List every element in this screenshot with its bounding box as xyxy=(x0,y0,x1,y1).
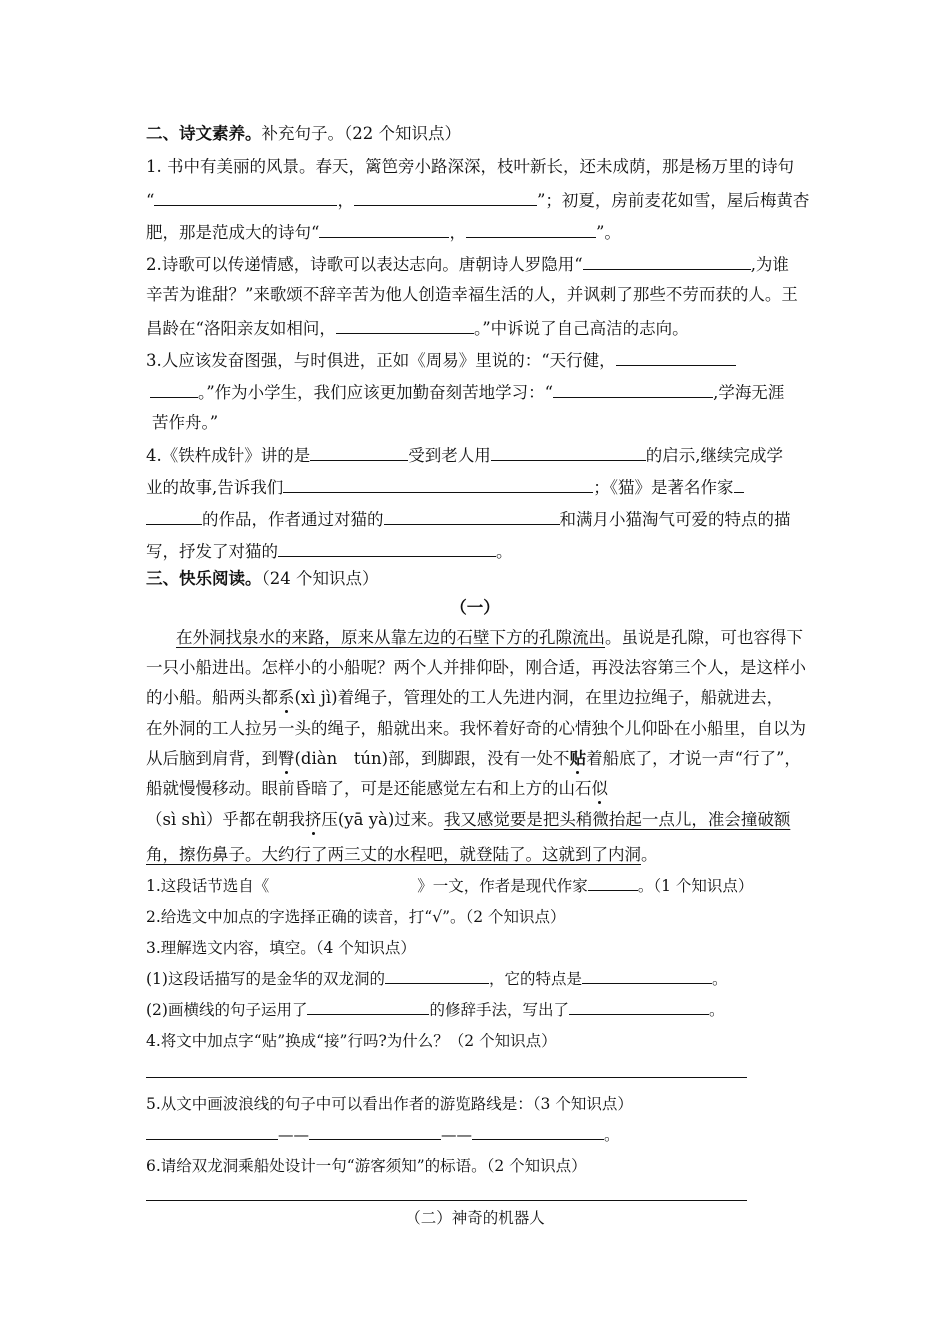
part-1-title: （一） xyxy=(450,598,500,617)
q4-line-2: 业的故事,告诉我们 ；《猫》是著名作家 xyxy=(146,474,744,500)
q3-line-1: 3.人应该发奋图强，与时俱进，正如《周易》里说的：“天行健， xyxy=(146,347,736,373)
dotted-char-si: 似 xyxy=(591,779,608,798)
reading-q3: 3.理解选文内容，填空。（4 个知识点） xyxy=(146,939,416,957)
q2-line-3: 昌龄在“洛阳亲友如相问， 。”中诉说了自己高洁的志向。 xyxy=(146,315,689,341)
q1-line-3: 肥，那是范成大的诗句“ ， ”。 xyxy=(146,219,621,245)
q2-line-2: 辛苦为谁甜？”来歌颂不辞辛苦为他人创造幸福生活的人，并讽刺了那些不劳而获的人。王 xyxy=(146,285,798,304)
q4-blank-5[interactable] xyxy=(384,506,560,525)
q3-blank-1[interactable] xyxy=(616,347,736,366)
q4-blank-3[interactable] xyxy=(283,474,593,493)
reading-q3-2-blank-2[interactable] xyxy=(569,998,709,1015)
passage-line-4: 在外洞的工人拉另一头的绳子，船就出来。我怀着好奇的心情独个儿仰卧在小船里，自以为 xyxy=(146,719,806,738)
dotted-char-ji: 挤 xyxy=(304,810,322,829)
reading-q3-2-blank-1[interactable] xyxy=(307,998,429,1015)
q1-blank-3[interactable] xyxy=(319,219,449,238)
reading-q2: 2.给选文中加点的字选择正确的读音，打“√”。（2 个知识点） xyxy=(146,908,566,926)
reading-q3-2: (2)画横线的句子运用了 的修辞手法，写出了 。 xyxy=(146,998,725,1022)
passage-underlined-1: 在外洞找泉水的来路，原来从靠左边的石壁下方的孔隙流出 xyxy=(176,628,605,647)
route-blank-3[interactable] xyxy=(472,1123,604,1140)
q3-blank-2[interactable] xyxy=(553,379,713,398)
q4-blank-4-cont[interactable] xyxy=(146,506,202,525)
passage-line-8: 角，擦伤鼻子。大约行了两三丈的水程吧，就登陆了。这就到了内洞。 xyxy=(146,845,658,864)
dotted-char-xi: 系 xyxy=(278,688,295,707)
passage-line-1: 在外洞找泉水的来路，原来从靠左边的石壁下方的孔隙流出。虽说是孔隙，可也容得下 xyxy=(176,628,803,647)
q4-line-1: 4.《铁杵成针》讲的是 受到老人用 的启示,继续完成学 xyxy=(146,442,783,468)
dotted-char-tun: 臀 xyxy=(278,749,295,768)
passage-underlined-3: 角，擦伤鼻子。大约行了两三丈的水程吧，就登陆了。这就到了内洞 xyxy=(146,845,641,864)
reading-q3-1: (1)这段话描写的是金华的双龙洞的 ，它的特点是 。 xyxy=(146,967,728,991)
reading-q6-answer-line[interactable] xyxy=(146,1200,747,1201)
section-3-title: 三、快乐阅读。 xyxy=(146,569,262,588)
passage-line-2: 一只小船进出。怎样小的小船呢？两个人并排仰卧，刚合适，再没法容第三个人，是这样小 xyxy=(146,658,806,677)
q2-blank-1[interactable] xyxy=(583,251,751,270)
passage-line-3: 的小船。船两头都系(xì jì)着绳子，管理处的工人先进内洞，在里边拉绳子，船就进去， xyxy=(146,688,784,707)
q4-blank-6[interactable] xyxy=(278,538,496,557)
q4-line-4: 写，抒发了对猫的 。 xyxy=(146,538,513,564)
q1-blank-2[interactable] xyxy=(354,187,537,206)
passage-line-6: 船就慢慢移动。眼前昏暗了，可是还能感觉左右和上方的山石似 xyxy=(146,779,608,798)
q4-blank-2[interactable] xyxy=(491,442,646,461)
q2-blank-2[interactable] xyxy=(336,315,474,334)
route-blank-1[interactable] xyxy=(146,1123,278,1140)
dotted-char-tie: 贴 xyxy=(569,749,587,768)
reading-q5-route: —— —— 。 xyxy=(146,1123,620,1147)
reading-q3-1-blank-1[interactable] xyxy=(385,967,489,984)
section-3-instruction: （24 个知识点） xyxy=(261,569,379,588)
reading-q1-blank[interactable] xyxy=(588,874,638,891)
passage-underlined-2: 我又感觉要是把头稍微抬起一点儿，准会撞破额 xyxy=(443,810,791,829)
passage-line-7: （sì shì）乎都在朝我挤压(yā yà)过来。我又感觉要是把头稍微抬起一点儿，准会撞破额 xyxy=(146,810,791,829)
route-blank-2[interactable] xyxy=(309,1123,441,1140)
reading-q4-answer-line[interactable] xyxy=(146,1077,747,1078)
part-2-title: （二）神奇的机器人 xyxy=(405,1209,545,1227)
reading-q6: 6.请给双龙洞乘船处设计一句“游客须知”的标语。（2 个知识点） xyxy=(146,1157,587,1175)
q3-line-2: 。”作为小学生，我们应该更加勤奋刻苦地学习：“ ,学海无涯 xyxy=(146,379,784,405)
q1-line-2: “ ， ”；初夏，房前麦花如雪，屋后梅黄杏 xyxy=(146,187,809,213)
section-2-instruction: 补充句子。（22 个知识点） xyxy=(261,124,461,143)
q1-line-1: 1. 书中有美丽的风景。春天，篱笆旁小路深深，枝叶新长，还未成荫，那是杨万里的诗句 xyxy=(146,157,794,176)
section-2-heading xyxy=(146,122,461,146)
q4-line-3: 的作品，作者通过对猫的 和满月小猫淘气可爱的特点的描 xyxy=(146,506,791,532)
q4-blank-4[interactable] xyxy=(734,474,744,493)
q3-line-3: 苦作舟。” xyxy=(152,413,219,432)
reading-q3-1-blank-2[interactable] xyxy=(582,967,712,984)
q2-line-1: 2.诗歌可以传递情感，诗歌可以表达志向。唐朝诗人罗隐用“ ,为谁 xyxy=(146,251,789,277)
q1-blank-4[interactable] xyxy=(466,219,596,238)
reading-q1: 1.这段话节选自《 》一文，作者是现代作家 。（1 个知识点） xyxy=(146,874,753,898)
passage-line-5: 从后脑到肩背，到臀(diàn tún)部，到脚跟，没有一处不贴着船底了，才说一声“行了”， xyxy=(146,749,801,768)
reading-q5: 5.从文中画波浪线的句子中可以看出作者的游览路线是：（3 个知识点） xyxy=(146,1095,633,1113)
q4-blank-1[interactable] xyxy=(310,442,408,461)
section-2-title: 二、诗文素养。 xyxy=(146,124,262,143)
section-3-heading xyxy=(146,567,379,591)
reading-q4: 4.将文中加点字“贴”换成“接”行吗?为什么？（2 个知识点） xyxy=(146,1032,557,1050)
q1-blank-1[interactable] xyxy=(154,187,337,206)
q3-blank-1-cont[interactable] xyxy=(150,379,198,398)
